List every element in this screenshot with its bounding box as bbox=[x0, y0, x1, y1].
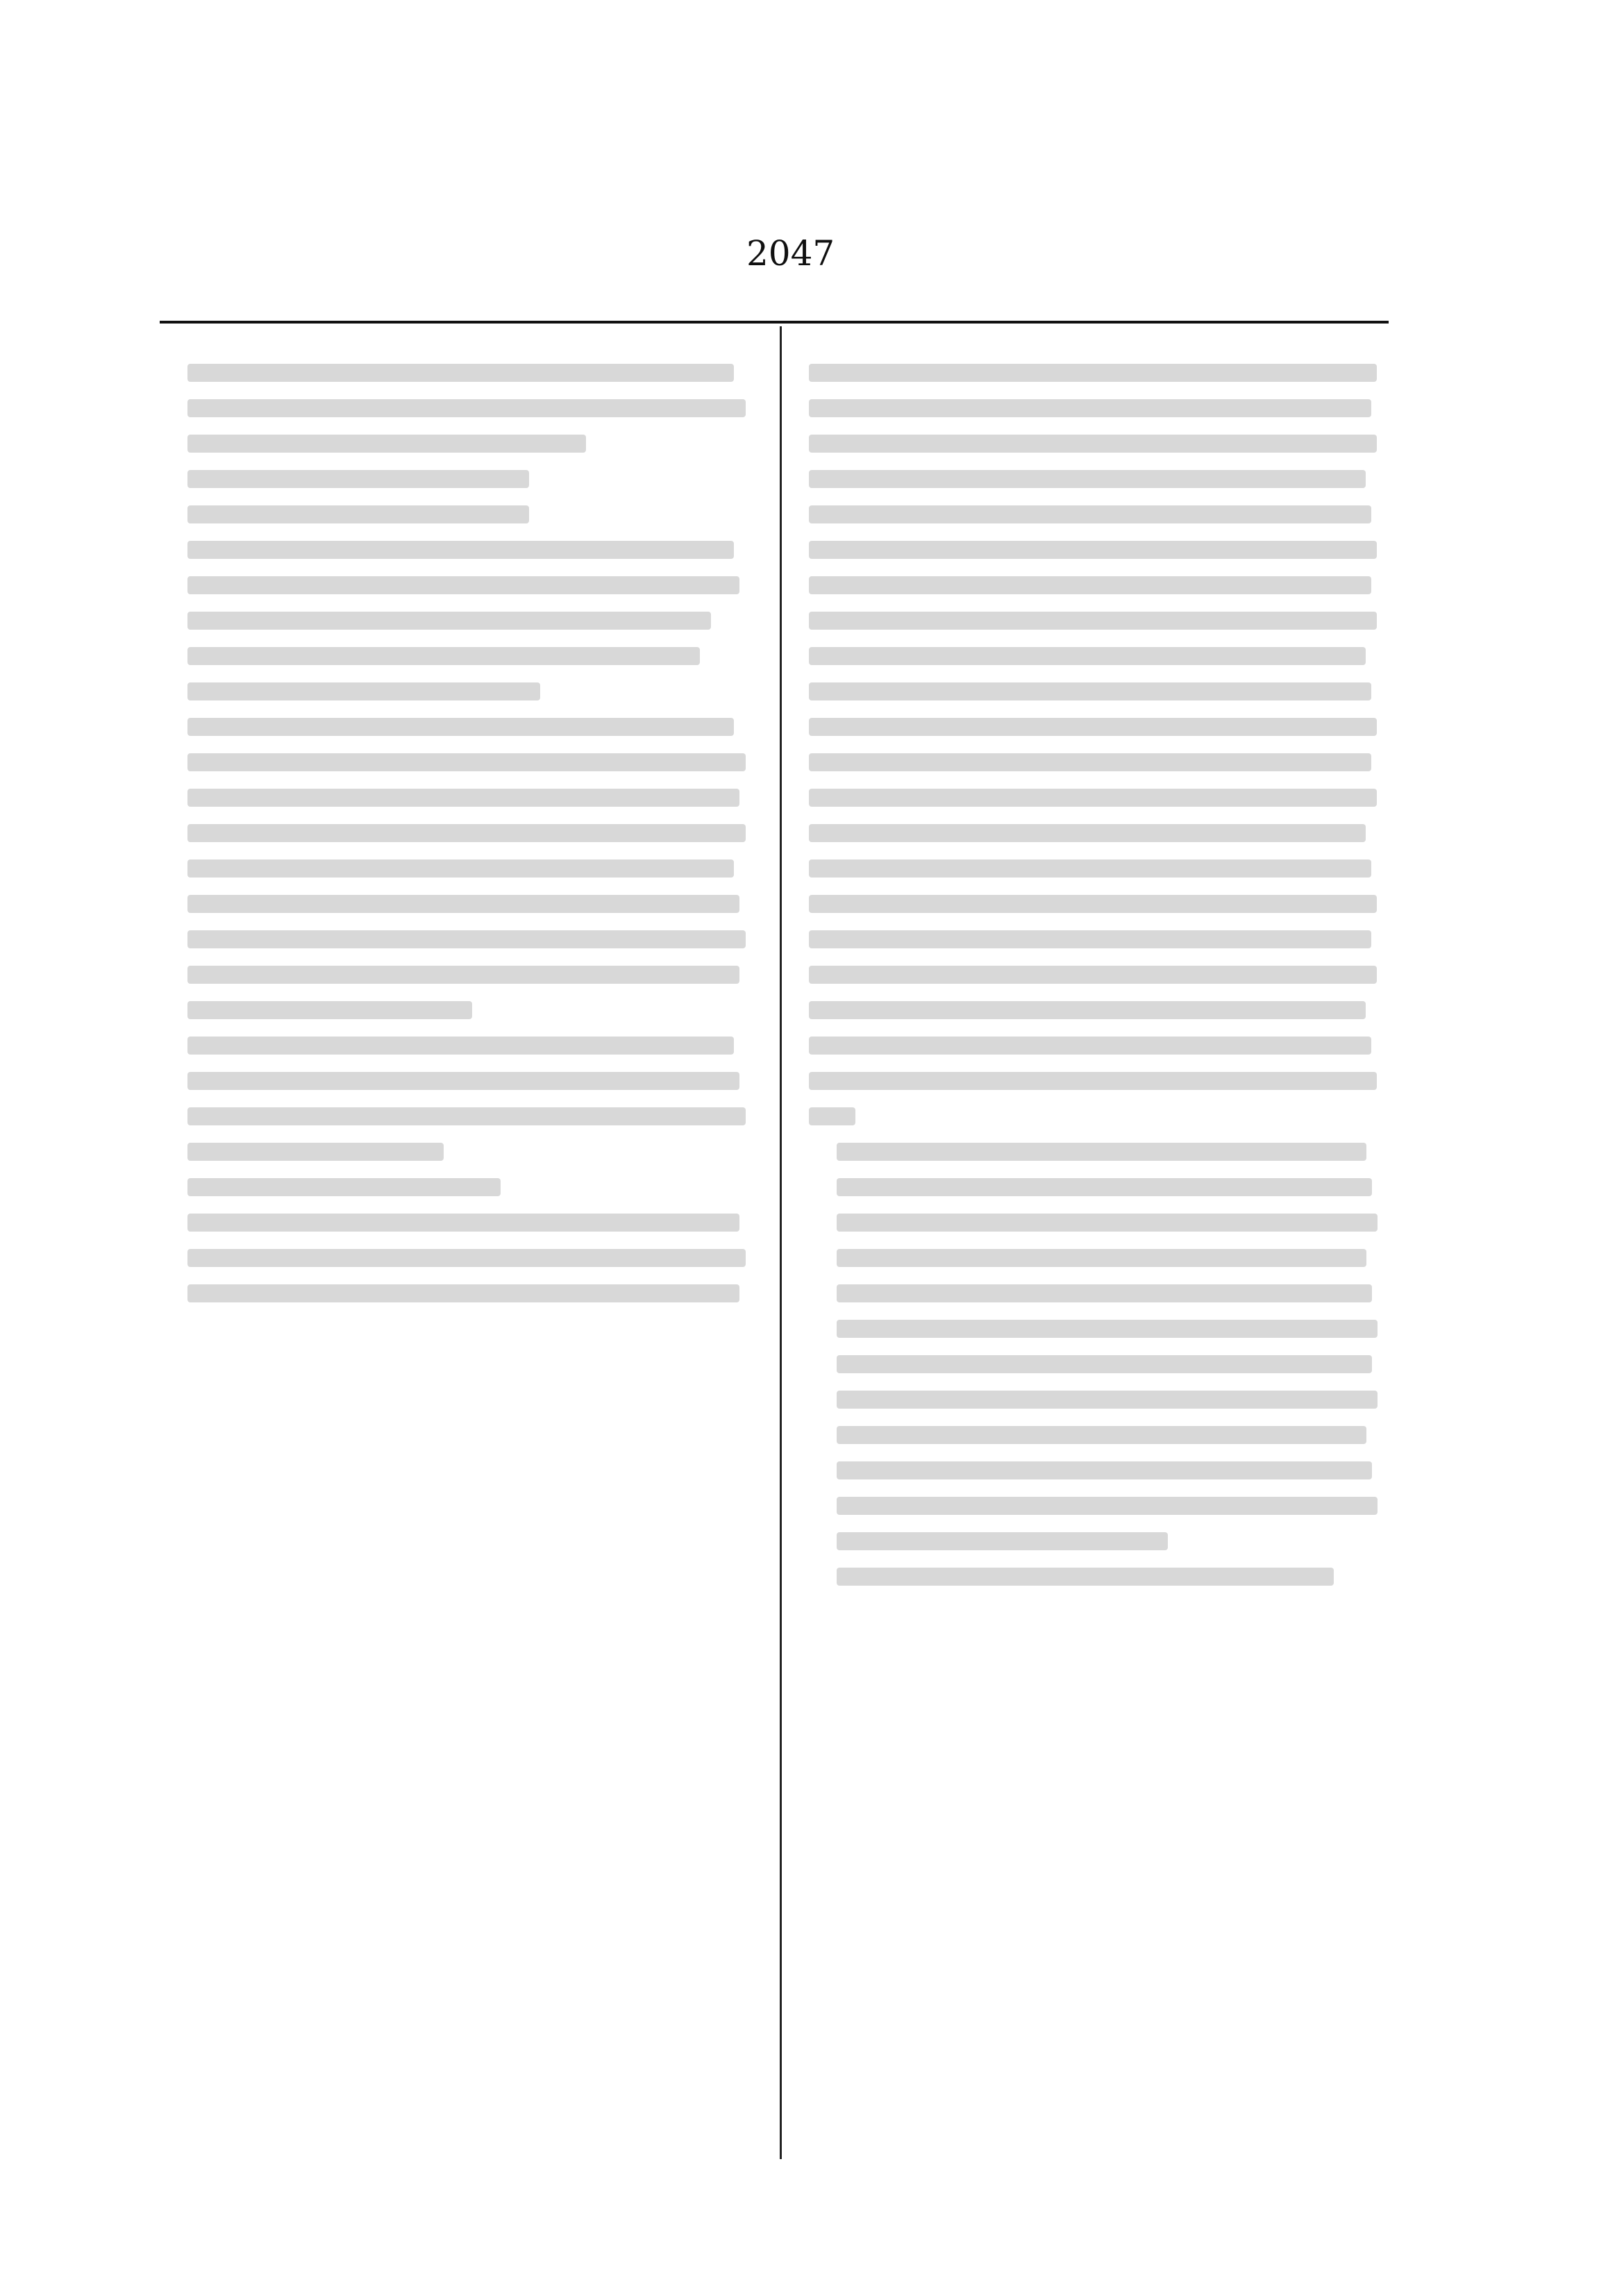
dictionary-entry bbox=[809, 1143, 1389, 1550]
dictionary-entry bbox=[809, 364, 1389, 1125]
dictionary-entry bbox=[160, 470, 757, 488]
column-divider bbox=[780, 326, 782, 2159]
right-column bbox=[809, 347, 1389, 2166]
dictionary-entry bbox=[160, 718, 757, 1019]
dictionary-entry bbox=[160, 1178, 757, 1196]
dictionary-entry bbox=[160, 364, 757, 453]
dictionary-entry bbox=[160, 647, 757, 665]
dictionary-entry bbox=[809, 1568, 1389, 1586]
dictionary-entry bbox=[160, 1037, 757, 1161]
dictionary-entry bbox=[160, 1214, 757, 1302]
left-column bbox=[160, 347, 757, 2166]
page-number: 2047 bbox=[746, 233, 835, 274]
dictionary-entry bbox=[160, 505, 757, 523]
dictionary-entry bbox=[160, 682, 757, 700]
dictionary-entry bbox=[160, 541, 757, 630]
running-head bbox=[0, 229, 1624, 285]
header-rule bbox=[160, 321, 1389, 324]
